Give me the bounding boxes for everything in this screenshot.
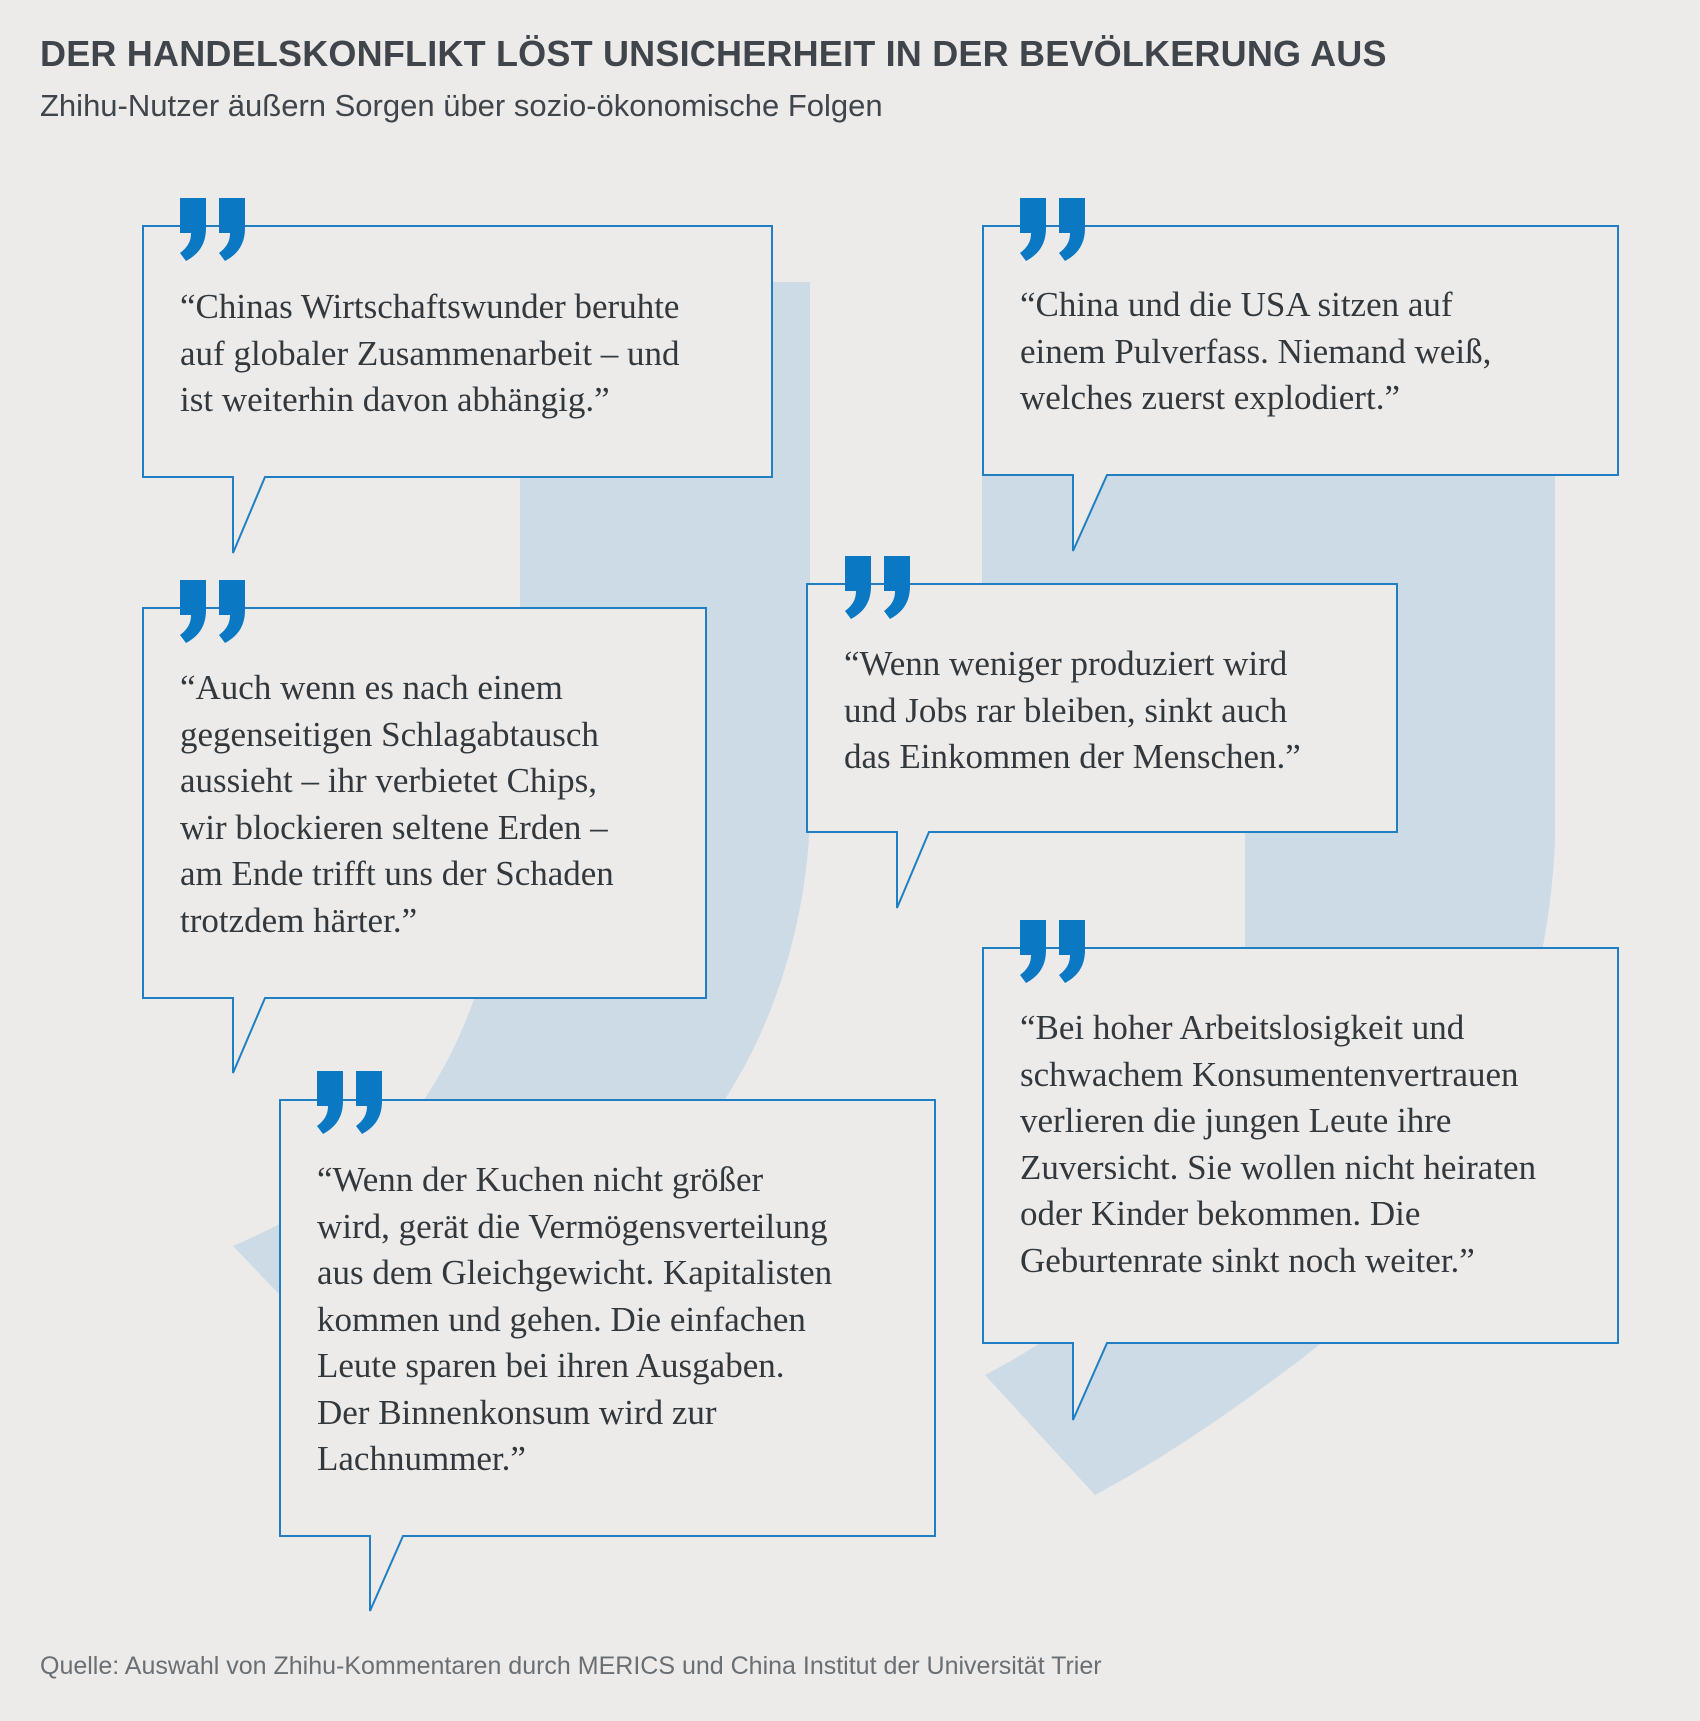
quote-text-wirtschaftswunder: “Chinas Wirtschaftswunder beruhte auf globaler Zusammenarbeit – und ist weiterhin davon abhängig.” (180, 287, 680, 419)
quote-text-pulverfass: “China und die USA sitzen auf einem Pulverfass. Niemand weiß, welches zuerst explodiert.” (1020, 285, 1492, 417)
source-note: Quelle: Auswahl von Zhihu-Kommentaren durch MERICS und China Institut der Universität Trier (40, 1652, 1102, 1680)
chart-subtitle: Zhihu-Nutzer äußern Sorgen über sozio-ökonomische Folgen (40, 88, 883, 123)
quote-text-kuchen: “Wenn der Kuchen nicht größer wird, gerät die Vermögensverteilung aus dem Gleichgewicht. Kapitalisten kommen und gehen. Die einfachen Leute sparen bei ihren Ausgaben. Der Binnenkonsum wird zur Lachnummer.” (317, 1160, 833, 1478)
chart-title: DER HANDELSKONFLIKT LÖST UNSICHERHEIT IN DER BEVÖLKERUNG AUS (40, 33, 1387, 74)
quote-text-schlagabtausch: “Auch wenn es nach einem gegenseitigen Schlagabtausch aussieht – ihr verbietet Chips, wir blockieren seltene Erden – am Ende trifft uns der Schaden trotzdem härter.” (180, 668, 614, 940)
quote-text-einkommen: “Wenn weniger produziert wird und Jobs rar bleiben, sinkt auch das Einkommen der Menschen.” (844, 644, 1301, 776)
quote-text-geburtenrate: “Bei hoher Arbeitslosigkeit und schwachem Konsumentenvertrauen verlieren die jungen Leute ihre Zuversicht. Sie wollen nicht heiraten oder Kinder bekommen. Die Geburtenrate sinkt noch weiter.” (1020, 1008, 1537, 1280)
